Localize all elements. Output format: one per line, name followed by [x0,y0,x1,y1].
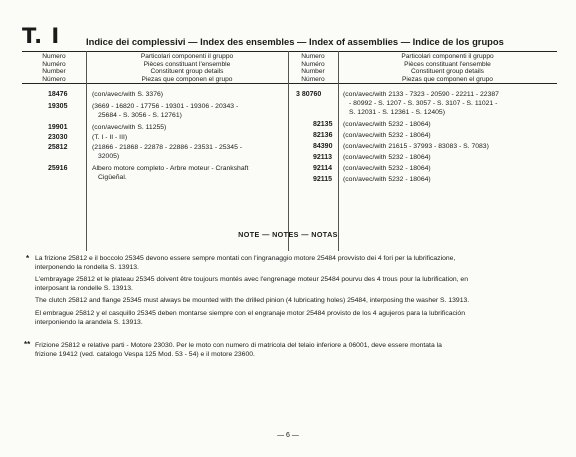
assembly-number: 92115 [313,176,333,183]
assembly-number: 82136 [313,132,333,139]
assembly-details: (con/avec/with S. 3376) [92,91,164,98]
assembly-details: Albero motore completo - Arbre moteur - Crankshaft [92,165,249,172]
assembly-details: 25684 - S. 3056 - S. 12761) [98,112,182,119]
page-number: — 6 — [277,432,299,439]
assembly-number: 92113 [313,154,333,161]
assembly-number: 18476 [48,91,68,98]
note-text-english: The clutch 25812 and flange 25345 must always be mounted with the drilled pinion (4 lubricating holes) 25484, interposing the washer S. 13913. [35,297,470,304]
assembly-number: 25916 [48,165,68,172]
assembly-details: - 80992 - S. 1207 - S. 3057 - S. 3107 - S. 11021 - [349,100,498,107]
assembly-number: 92114 [313,165,333,172]
assembly-details: (3669 - 16820 - 17756 - 19301 - 19306 - 20343 - [92,103,239,110]
section-number: T. I [22,24,61,48]
number-column-header: Numero Numéro Number Número [42,53,66,83]
details-column-header: Particolari componenti il gruppo Pièces constituant l'ensemble Constituent group details Piezas que componen el grupo [140,53,234,83]
assembly-details: S. 12031 - S. 12361 - S. 12405) [349,109,445,116]
details-column-header: Particolari componenti il gruppo Pièces constituant l'ensemble Constituent group details Piezas que componen el grupo [401,53,494,83]
header-rule [22,51,557,52]
assembly-details: (21866 - 21868 - 22878 - 22886 - 23531 - 25345 - [92,144,243,151]
assembly-number: 19305 [48,103,68,110]
assembly-details: (con/avec/with 21615 - 37993 - 83083 - S. 7083) [343,143,489,150]
assembly-details: 32005) [98,153,120,160]
note-text-spanish: El embrague 25812 y el casquillo 25345 deben montarse siempre con el engranaje motor 25484 provisto de los 4 agujeros para la lubrificación interponiendo la arandela S. 13913. [35,310,465,326]
assembly-number: 84390 [313,143,333,150]
assembly-details: (con/avec/with 5232 - 18064) [343,154,431,161]
assembly-number: 19901 [48,124,68,131]
assembly-details: (T. I - II - III) [92,134,128,141]
note-text-italian: Frizione 25812 e relative parti - Motore 23030. Per le moto con numero di matricola del telaio inferiore a 06001, deve essere montata la frizione 19412 (ved. catalogo Vespa 125 Mod. 53 - 54) e il motore 23600. [35,342,442,358]
assembly-number: 23030 [48,134,68,141]
note-marker: * [26,254,30,263]
note-marker: ** [24,340,31,349]
assembly-details: (con/avec/with 5232 - 18064) [343,176,431,183]
assembly-details: Cigüeñal. [98,174,127,181]
notes-heading: NOTE — NOTES — NOTAS [238,230,338,239]
number-column-header: Numero Numéro Number Número [301,53,325,83]
assembly-details: (con/avec/with S. 11255) [92,124,167,131]
assembly-details: (con/avec/with 2133 - 7323 - 20590 - 22211 - 22387 [343,91,499,98]
assembly-number: 3 80760 [296,91,322,98]
note-text-french: L'embrayage 25812 et le plateau 25345 doivent être toujours montés avec l'engrenage moteur 25484 pourvu des 4 trous pour la lubrification, en interposant la rondelle S. 13913. [35,276,468,292]
assembly-number: 25812 [48,144,68,151]
note-text-italian: La frizione 25812 e il boccolo 25345 devono essere sempre montati con l'ingranaggio motore 25484 provvisto dei 4 fori per la lubrificazione, interponendo la rondella S. 13913. [35,255,456,271]
page-header [22,24,557,52]
assembly-details: (con/avec/with 5232 - 18064) [343,132,431,139]
assembly-details: (con/avec/with 5232 - 18064) [343,121,431,128]
page-title: Indice dei complessivi — Index des ensembles — Index of assemblies — Indice de los grupos [86,36,504,47]
assembly-details: (con/avec/with 5232 - 18064) [343,165,431,172]
assembly-number: 82135 [313,121,333,128]
